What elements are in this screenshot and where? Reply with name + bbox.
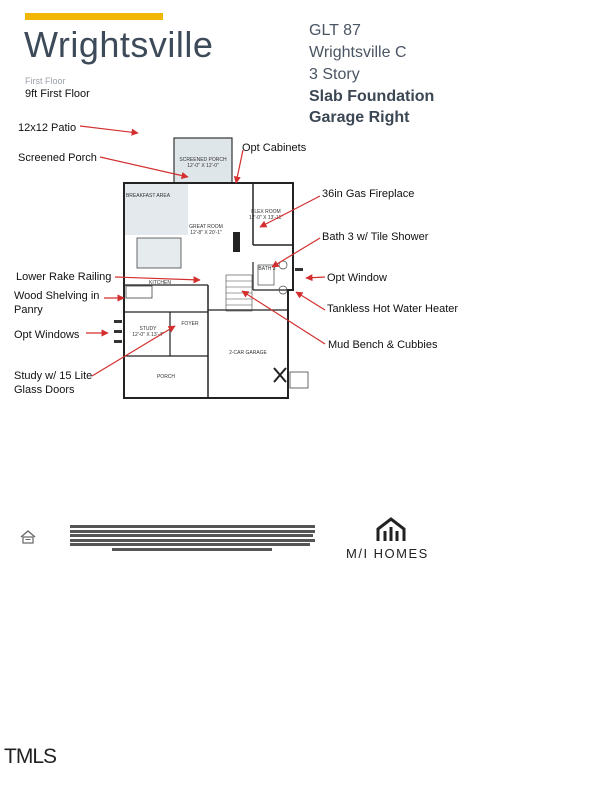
fireplace-mark	[233, 232, 240, 252]
mi-homes-logo-icon	[376, 517, 406, 543]
room-flex: FLEX ROOM	[251, 209, 281, 215]
anno-lower-rake: Lower Rake Railing	[16, 271, 112, 283]
room-kitchen: KITCHEN	[149, 280, 171, 286]
room-study-dim: 12'-0" X 13'-4"	[132, 332, 164, 338]
equal-housing-icon	[20, 530, 36, 544]
room-bath: BATH 3	[258, 266, 276, 272]
room-great-room: GREAT ROOM	[189, 224, 223, 230]
room-great-room-dim: 12'-8" X 20'-1"	[190, 230, 222, 236]
anno-study-2: Glass Doors	[14, 384, 75, 396]
room-breakfast: BREAKFAST AREA	[125, 193, 171, 199]
room-screened-porch: SCREENED PORCH	[179, 157, 227, 163]
anno-bath: Bath 3 w/ Tile Shower	[322, 231, 429, 243]
kitchen-island	[137, 238, 181, 268]
disclaimer-fineprint	[70, 525, 315, 552]
brand-name: M/I HOMES	[346, 546, 429, 561]
room-foyer: FOYER	[181, 321, 199, 327]
anno-fireplace: 36in Gas Fireplace	[322, 188, 415, 200]
breakfast-area-fill	[124, 183, 188, 235]
stairs	[226, 275, 252, 311]
info-plan: Wrightsville C	[309, 44, 407, 61]
room-study: STUDY	[139, 326, 157, 332]
room-screened-porch-dim: 12'-0" X 12'-0"	[187, 163, 219, 169]
info-garage: Garage Right	[309, 109, 410, 126]
floor-label: 9ft First Floor	[25, 88, 90, 100]
anno-opt-windows: Opt Windows	[14, 329, 80, 341]
room-porch: PORCH	[156, 374, 176, 380]
mls-watermark: TMLS	[4, 745, 57, 768]
room-garage: 2-CAR GARAGE	[229, 350, 267, 356]
room-flex-dim: 12'-0" X 13'-11"	[249, 215, 283, 221]
anno-study-1: Study w/ 15 Lite	[14, 370, 93, 382]
info-lot: GLT 87	[309, 22, 361, 39]
anno-opt-cabinets: Opt Cabinets	[242, 142, 307, 154]
anno-wood-shelving-1: Wood Shelving in	[14, 290, 100, 302]
anno-wood-shelving-2: Panry	[14, 304, 43, 316]
anno-mud-bench: Mud Bench & Cubbies	[328, 339, 438, 351]
page-subtitle: First Floor	[25, 76, 66, 86]
info-stories: 3 Story	[309, 66, 360, 83]
anno-patio: 12x12 Patio	[18, 122, 77, 134]
info-foundation: Slab Foundation	[309, 88, 435, 105]
anno-opt-window: Opt Window	[327, 272, 387, 284]
anno-screened-porch: Screened Porch	[18, 152, 97, 164]
page-title: Wrightsville	[24, 24, 214, 65]
anno-tankless: Tankless Hot Water Heater	[327, 303, 459, 315]
